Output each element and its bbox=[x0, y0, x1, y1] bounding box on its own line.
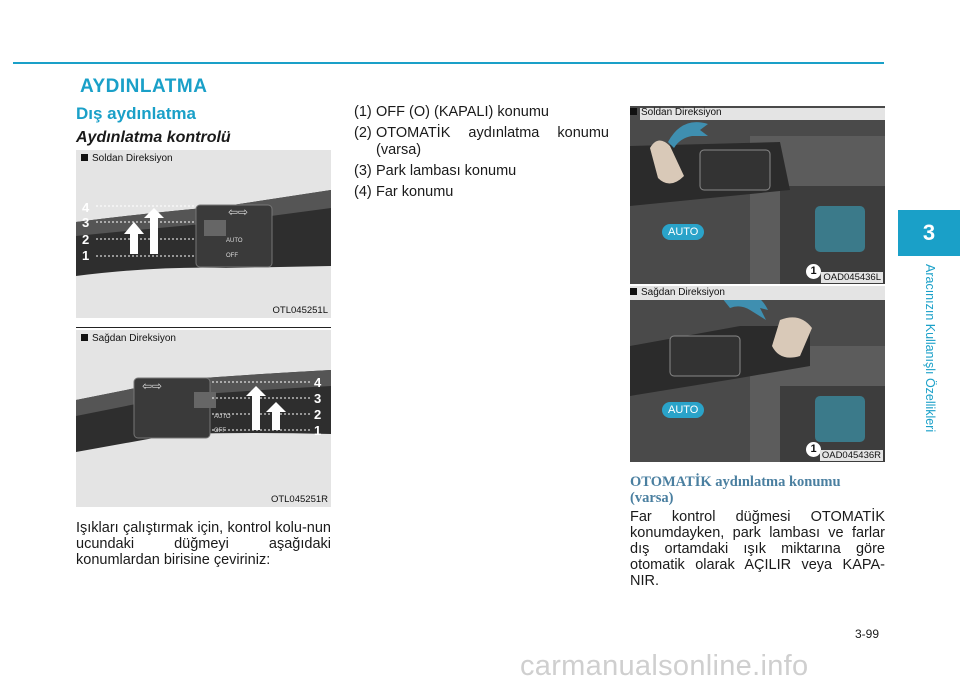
right-paragraph: Far kontrol düğmesi OTOMATİK konumdayken, park lambası ve farlar dış ortamdaki ışık miktarına göre otomatik olarak AÇILIR veya KAPA-NIR. bbox=[630, 509, 885, 589]
list-item: (3) Park lambası konumu bbox=[354, 163, 517, 179]
fig1-label-3: 3 bbox=[82, 215, 90, 230]
fig1-rule bbox=[76, 327, 331, 328]
figure-rhd-lever bbox=[76, 330, 331, 507]
list-item: (2) OTOMATİK aydınlatma konumu (varsa) bbox=[354, 125, 609, 158]
list-item: (1) OFF (O) (KAPALI) konumu bbox=[354, 104, 549, 120]
figure-lhd-lever bbox=[76, 150, 331, 318]
page-number: 3-99 bbox=[855, 627, 880, 641]
lever-illustration-lhd bbox=[76, 150, 331, 318]
svg-text:AUTO: AUTO bbox=[226, 238, 243, 244]
svg-text:⇦⇨: ⇦⇨ bbox=[228, 205, 249, 219]
fig4-code: OAD045436R bbox=[821, 450, 881, 461]
fig4-auto-badge: AUTO bbox=[662, 402, 704, 418]
figure-rhd-auto bbox=[630, 286, 885, 462]
auto-illustration-lhd bbox=[630, 106, 885, 284]
fig3-callout: 1 bbox=[806, 264, 821, 279]
fig4-callout: 1 bbox=[806, 442, 821, 457]
chapter-number: 3 bbox=[922, 220, 936, 245]
top-divider bbox=[13, 62, 884, 64]
fig1-label-1: 1 bbox=[82, 248, 90, 263]
fig1-label-2: 2 bbox=[82, 232, 90, 247]
fig2-label-1: 1 bbox=[314, 423, 322, 438]
auto-illustration-rhd bbox=[630, 286, 885, 462]
figure-lhd-auto bbox=[630, 106, 885, 284]
fig3-caption: Soldan Direksiyon bbox=[630, 107, 722, 118]
fig4-caption: Sağdan Direksiyon bbox=[630, 287, 725, 298]
section-title: AYDINLATMA bbox=[80, 76, 208, 97]
svg-text:OFF: OFF bbox=[226, 253, 238, 259]
fig3-auto-badge: AUTO bbox=[662, 224, 704, 240]
fig2-label-2: 2 bbox=[314, 407, 322, 422]
svg-text:⇦⇨: ⇦⇨ bbox=[142, 379, 163, 393]
left-paragraph: Işıkları çalıştırmak için, kontrol kolu-nun ucundaki düğmeyi aşağıdaki konumlardan birisine çeviriniz: bbox=[76, 520, 331, 568]
fig1-caption: Soldan Direksiyon bbox=[81, 153, 173, 164]
fig2-code: OTL045251R bbox=[270, 494, 328, 505]
fig1-label-4: 4 bbox=[82, 200, 90, 215]
fig1-code: OTL045251L bbox=[272, 305, 328, 316]
svg-text:OFF: OFF bbox=[214, 428, 226, 434]
fig2-label-3: 3 bbox=[314, 391, 322, 406]
chapter-title-vertical: Aracınızın Kullanışlı Özellikleri bbox=[923, 264, 937, 433]
auto-lighting-heading: OTOMATİK aydınlatma konumu (varsa) bbox=[630, 474, 841, 506]
position-list bbox=[354, 104, 609, 205]
lever-illustration-rhd bbox=[76, 330, 331, 507]
fig2-label-4: 4 bbox=[314, 375, 322, 390]
watermark: carmanualsonline.info bbox=[520, 650, 809, 682]
subsection-title: Dış aydınlatma bbox=[76, 104, 196, 123]
svg-text:AUTO: AUTO bbox=[214, 414, 231, 420]
list-item: (4) Far konumu bbox=[354, 184, 454, 200]
sub-subsection-title: Aydınlatma kontrolü bbox=[76, 129, 231, 146]
fig3-code: OAD045436L bbox=[823, 272, 881, 283]
fig2-caption: Sağdan Direksiyon bbox=[81, 333, 176, 344]
